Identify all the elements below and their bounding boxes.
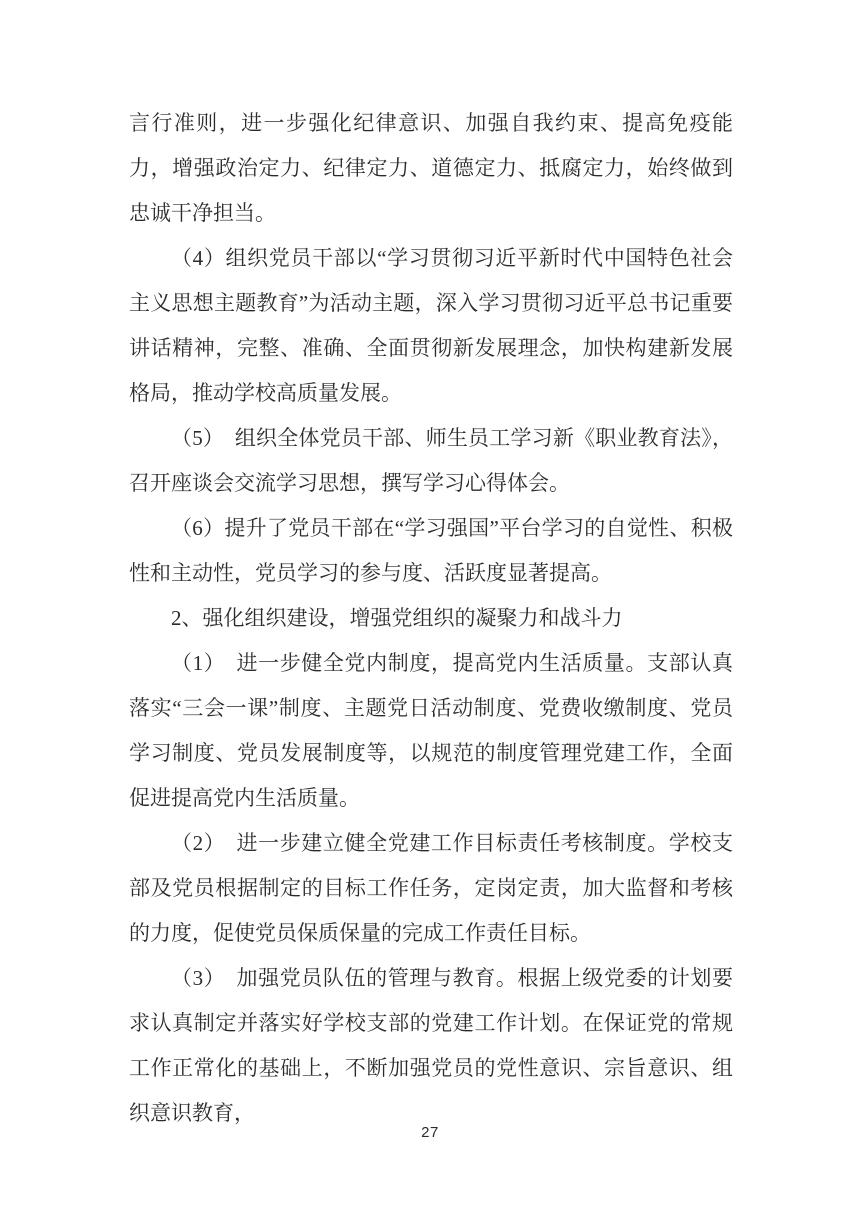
paragraph-continuation: 言行准则，进一步强化纪律意识、加强自我约束、提高免疫能力，增强政治定力、纪律定力、道德定力、抵腐定力，始终做到忠诚干净担当。: [129, 111, 733, 225]
page-number: 27: [421, 1124, 439, 1141]
paragraph-item-6: （6）提升了党员干部在“学习强国”平台学习的自觉性、积极性和主动性，党员学习的参与度、活跃度显著提高。: [129, 516, 733, 585]
paragraph-item-5: （5） 组织全体党员干部、师生员工学习新《职业教育法》，召开座谈会交流学习思想，撰写学习心得体会。: [129, 426, 733, 495]
page-footer: [0, 1124, 860, 1142]
document-body: [129, 101, 733, 1136]
paragraph-item-1: （1） 进一步健全党内制度，提高党内生活质量。支部认真落实“三会一课”制度、主题党日活动制度、党费收缴制度、党员学习制度、党员发展制度等，以规范的制度管理党建工作，全面促进提高党内生活质量。: [129, 651, 733, 810]
section-heading-2: 2、强化组织建设，增强党组织的凝聚力和战斗力: [171, 606, 623, 630]
paragraph-item-4: （4）组织党员干部以“学习贯彻习近平新时代中国特色社会主义思想主题教育”为活动主题，深入学习贯彻习近平总书记重要讲话精神，完整、准确、全面贯彻新发展理念，加快构建新发展格局，推动学校高质量发展。: [129, 246, 733, 405]
paragraph-item-2: （2） 进一步建立健全党建工作目标责任考核制度。学校支部及党员根据制定的目标工作任务，定岗定责，加大监督和考核的力度，促使党员保质保量的完成工作责任目标。: [129, 831, 733, 945]
paragraph-item-3: （3） 加强党员队伍的管理与教育。根据上级党委的计划要求认真制定并落实好学校支部的党建工作计划。在保证党的常规工作正常化的基础上，不断加强党员的党性意识、宗旨意识、组织意识教育，: [129, 966, 733, 1125]
